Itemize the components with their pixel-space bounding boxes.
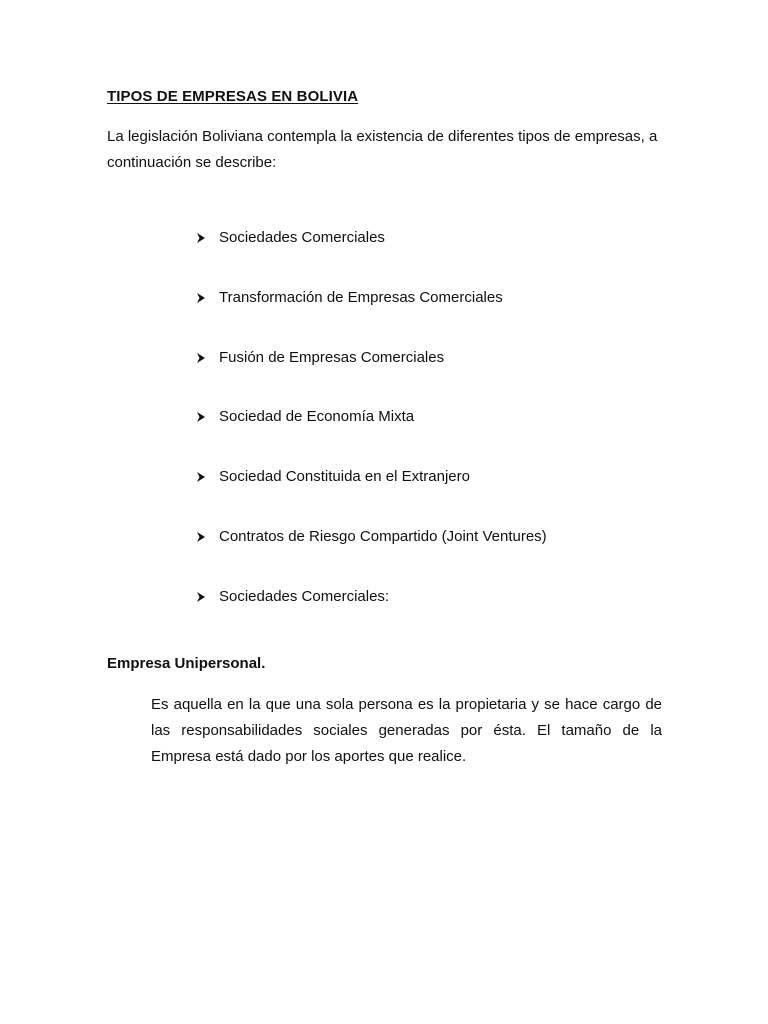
- arrowhead-bullet-icon: [196, 406, 219, 422]
- list-item-label: Sociedades Comerciales: [219, 229, 385, 246]
- list-item: [196, 526, 547, 586]
- arrowhead-bullet-icon: [196, 586, 219, 602]
- list-item-label: Sociedades Comerciales:: [219, 587, 390, 605]
- list-item: [196, 406, 547, 466]
- arrowhead-bullet-icon: [196, 287, 219, 303]
- arrowhead-bullet-icon: [196, 347, 219, 363]
- list-item: [196, 466, 547, 526]
- arrowhead-bullet-icon: [196, 526, 219, 542]
- section-heading: Empresa Unipersonal.: [107, 655, 266, 672]
- list-item-label: Transformación de Empresas Comerciales: [219, 288, 503, 306]
- list-item-label: Sociedad de Economía Mixta: [219, 408, 415, 426]
- company-types-list: [196, 227, 547, 646]
- list-item: [196, 287, 547, 347]
- list-item: [196, 586, 547, 646]
- list-item-label: Fusión de Empresas Comerciales: [219, 348, 445, 366]
- document-title: TIPOS DE EMPRESAS EN BOLIVIA: [107, 88, 359, 105]
- arrowhead-bullet-icon: [196, 227, 219, 243]
- section-paragraph: Es aquella en la que una sola persona es la propietaria y se hace cargo de las responsabilidades sociales generadas por ésta. El tamaño de la Empresa está dado por los aportes que realice.: [151, 696, 662, 765]
- intro-paragraph: La legislación Boliviana contempla la existencia de diferentes tipos de empresas, a continuación se describe:: [107, 128, 658, 171]
- list-item-label: Contratos de Riesgo Compartido (Joint Ventures): [219, 527, 547, 545]
- arrowhead-bullet-icon: [196, 466, 219, 482]
- list-item: [196, 227, 547, 287]
- list-item-label: Sociedad Constituida en el Extranjero: [219, 468, 470, 486]
- list-item: [196, 347, 547, 407]
